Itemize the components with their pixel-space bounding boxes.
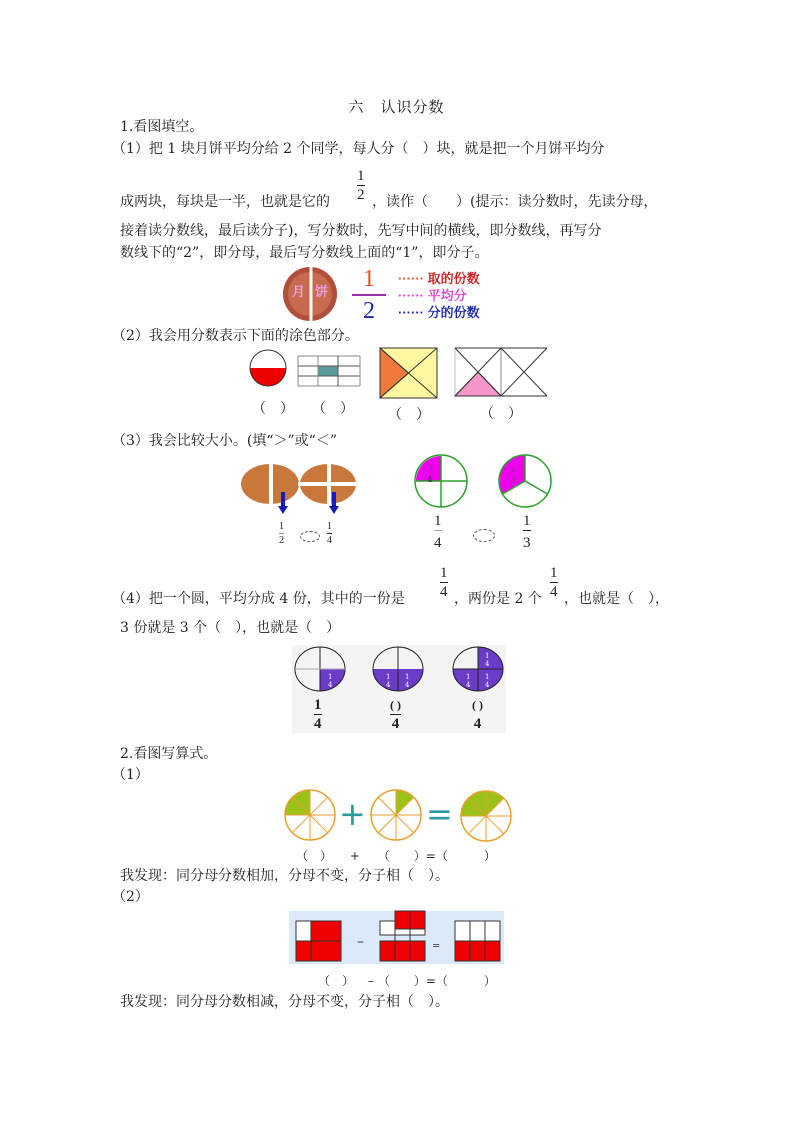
svg-text:月: 月 xyxy=(292,285,306,300)
svg-text:4: 4 xyxy=(466,681,471,689)
fraction-diagram: 1 2 xyxy=(352,267,386,323)
q3-cookies xyxy=(240,462,380,512)
q3-frac-quarter: 1 4 xyxy=(327,521,332,546)
q1-line1: （1）把 1 块月饼平均分给 2 个同学，每人分（ ）块，就是把一个月饼平均分 xyxy=(112,141,605,157)
svg-text:=: = xyxy=(426,795,453,833)
q4-line2: 3 份就是 3 个（ ），也就是（ ） xyxy=(120,620,341,636)
svg-text:1: 1 xyxy=(485,673,490,681)
legend-numerator: ······ 取的份数 xyxy=(398,271,480,286)
mooncake-image xyxy=(280,266,350,322)
svg-text:饼: 饼 xyxy=(315,285,329,300)
q3-line: （3）我会比较大小。(填“＞”或“＜” xyxy=(112,433,337,449)
svg-text:4: 4 xyxy=(427,475,433,484)
svg-text:4: 4 xyxy=(328,681,333,689)
legend-denominator: ······ 分的份数 xyxy=(398,305,480,320)
q3-frac-right-2: 1 3 xyxy=(523,513,531,551)
svg-text:4: 4 xyxy=(386,681,391,689)
page-title: 六 认识分数 xyxy=(348,98,445,116)
q2-blank-3[interactable]: （ ） xyxy=(388,407,430,423)
q4-frac-2: 1 4 xyxy=(550,565,558,600)
s2-q2-blanks[interactable]: （ ） – （ ）=（ ） xyxy=(318,974,496,988)
svg-text:1: 1 xyxy=(405,673,410,681)
svg-text:3: 3 xyxy=(511,476,516,484)
svg-text:1: 1 xyxy=(328,673,333,681)
svg-text:1: 1 xyxy=(429,464,434,472)
q3-compare-blank-1[interactable] xyxy=(300,531,320,542)
q2-blank-1[interactable]: （ ） xyxy=(252,401,294,417)
q4-line1a: （4）把一个圆，平均分成 4 份，其中的一份是 xyxy=(112,591,405,607)
s2-q1-pies xyxy=(283,788,515,844)
section2-heading: 2.看图写算式。 xyxy=(120,746,218,762)
q4-frac-1: 1 4 xyxy=(440,565,448,600)
q1-line4: 数线下的“2”，即分母，最后写分数线上面的“1”，即分子。 xyxy=(120,245,489,261)
q3-frac-right-1: 1 4 xyxy=(434,513,442,551)
s2-q1-label: （1） xyxy=(112,767,149,783)
svg-text:1: 1 xyxy=(386,673,391,681)
q4-label-2[interactable]: ( ) 4 xyxy=(390,698,401,732)
q2-blank-4[interactable]: （ ） xyxy=(480,406,522,422)
s2-q2-finding: 我发现：同分母分数相减，分母不变，分子相（ ）。 xyxy=(120,994,449,1010)
q1-line2a: 成两块，每块是一半，也就是它的 xyxy=(120,194,330,210)
q4-label-1: 1 4 xyxy=(314,697,322,732)
q4-label-3[interactable]: ( ) 4 xyxy=(472,698,483,732)
svg-text:4: 4 xyxy=(485,681,490,689)
q3-compare-blank-2[interactable] xyxy=(473,529,495,542)
svg-text:+: + xyxy=(339,795,366,833)
q3-circles xyxy=(414,454,559,514)
q2-line: （2）我会用分数表示下面的涂色部分。 xyxy=(112,328,359,344)
q2-shapes xyxy=(250,350,550,400)
svg-text:1: 1 xyxy=(511,466,516,474)
svg-text:4: 4 xyxy=(405,681,410,689)
fraction-legend xyxy=(398,270,480,321)
fraction-one-half: 1 2 xyxy=(357,168,365,203)
section1-heading: 1.看图填空。 xyxy=(120,119,204,135)
s2-q2-label: （2） xyxy=(112,889,149,905)
q4-circles xyxy=(292,645,506,695)
q1-line3: 接着读分数线，最后读分子)，写分数时，先写中间的横线，即分数线，再写分 xyxy=(120,223,602,239)
q4-line1b: ，两份是 2 个 xyxy=(454,591,542,607)
svg-text:=: = xyxy=(432,941,441,952)
legend-bar: ······ 平均分 xyxy=(398,288,467,303)
s2-q1-blanks[interactable]: （ ） + （ ）=（ ） xyxy=(296,849,496,863)
q3-frac-half: 1 2 xyxy=(279,521,284,546)
svg-text:1: 1 xyxy=(485,652,490,660)
q2-blank-2[interactable]: （ ） xyxy=(312,401,354,417)
svg-text:4: 4 xyxy=(485,660,490,668)
q4-line1c: ，也就是（ ）， xyxy=(564,591,669,607)
s2-q1-finding: 我发现：同分母分数相加，分母不变，分子相（ ）。 xyxy=(120,868,449,884)
svg-text:–: – xyxy=(357,934,364,950)
svg-text:1: 1 xyxy=(466,673,471,681)
q1-line2b: ，读作（ ）(提示：读分数时，先读分母， xyxy=(372,194,658,210)
s2-q2-blocks xyxy=(289,911,504,967)
